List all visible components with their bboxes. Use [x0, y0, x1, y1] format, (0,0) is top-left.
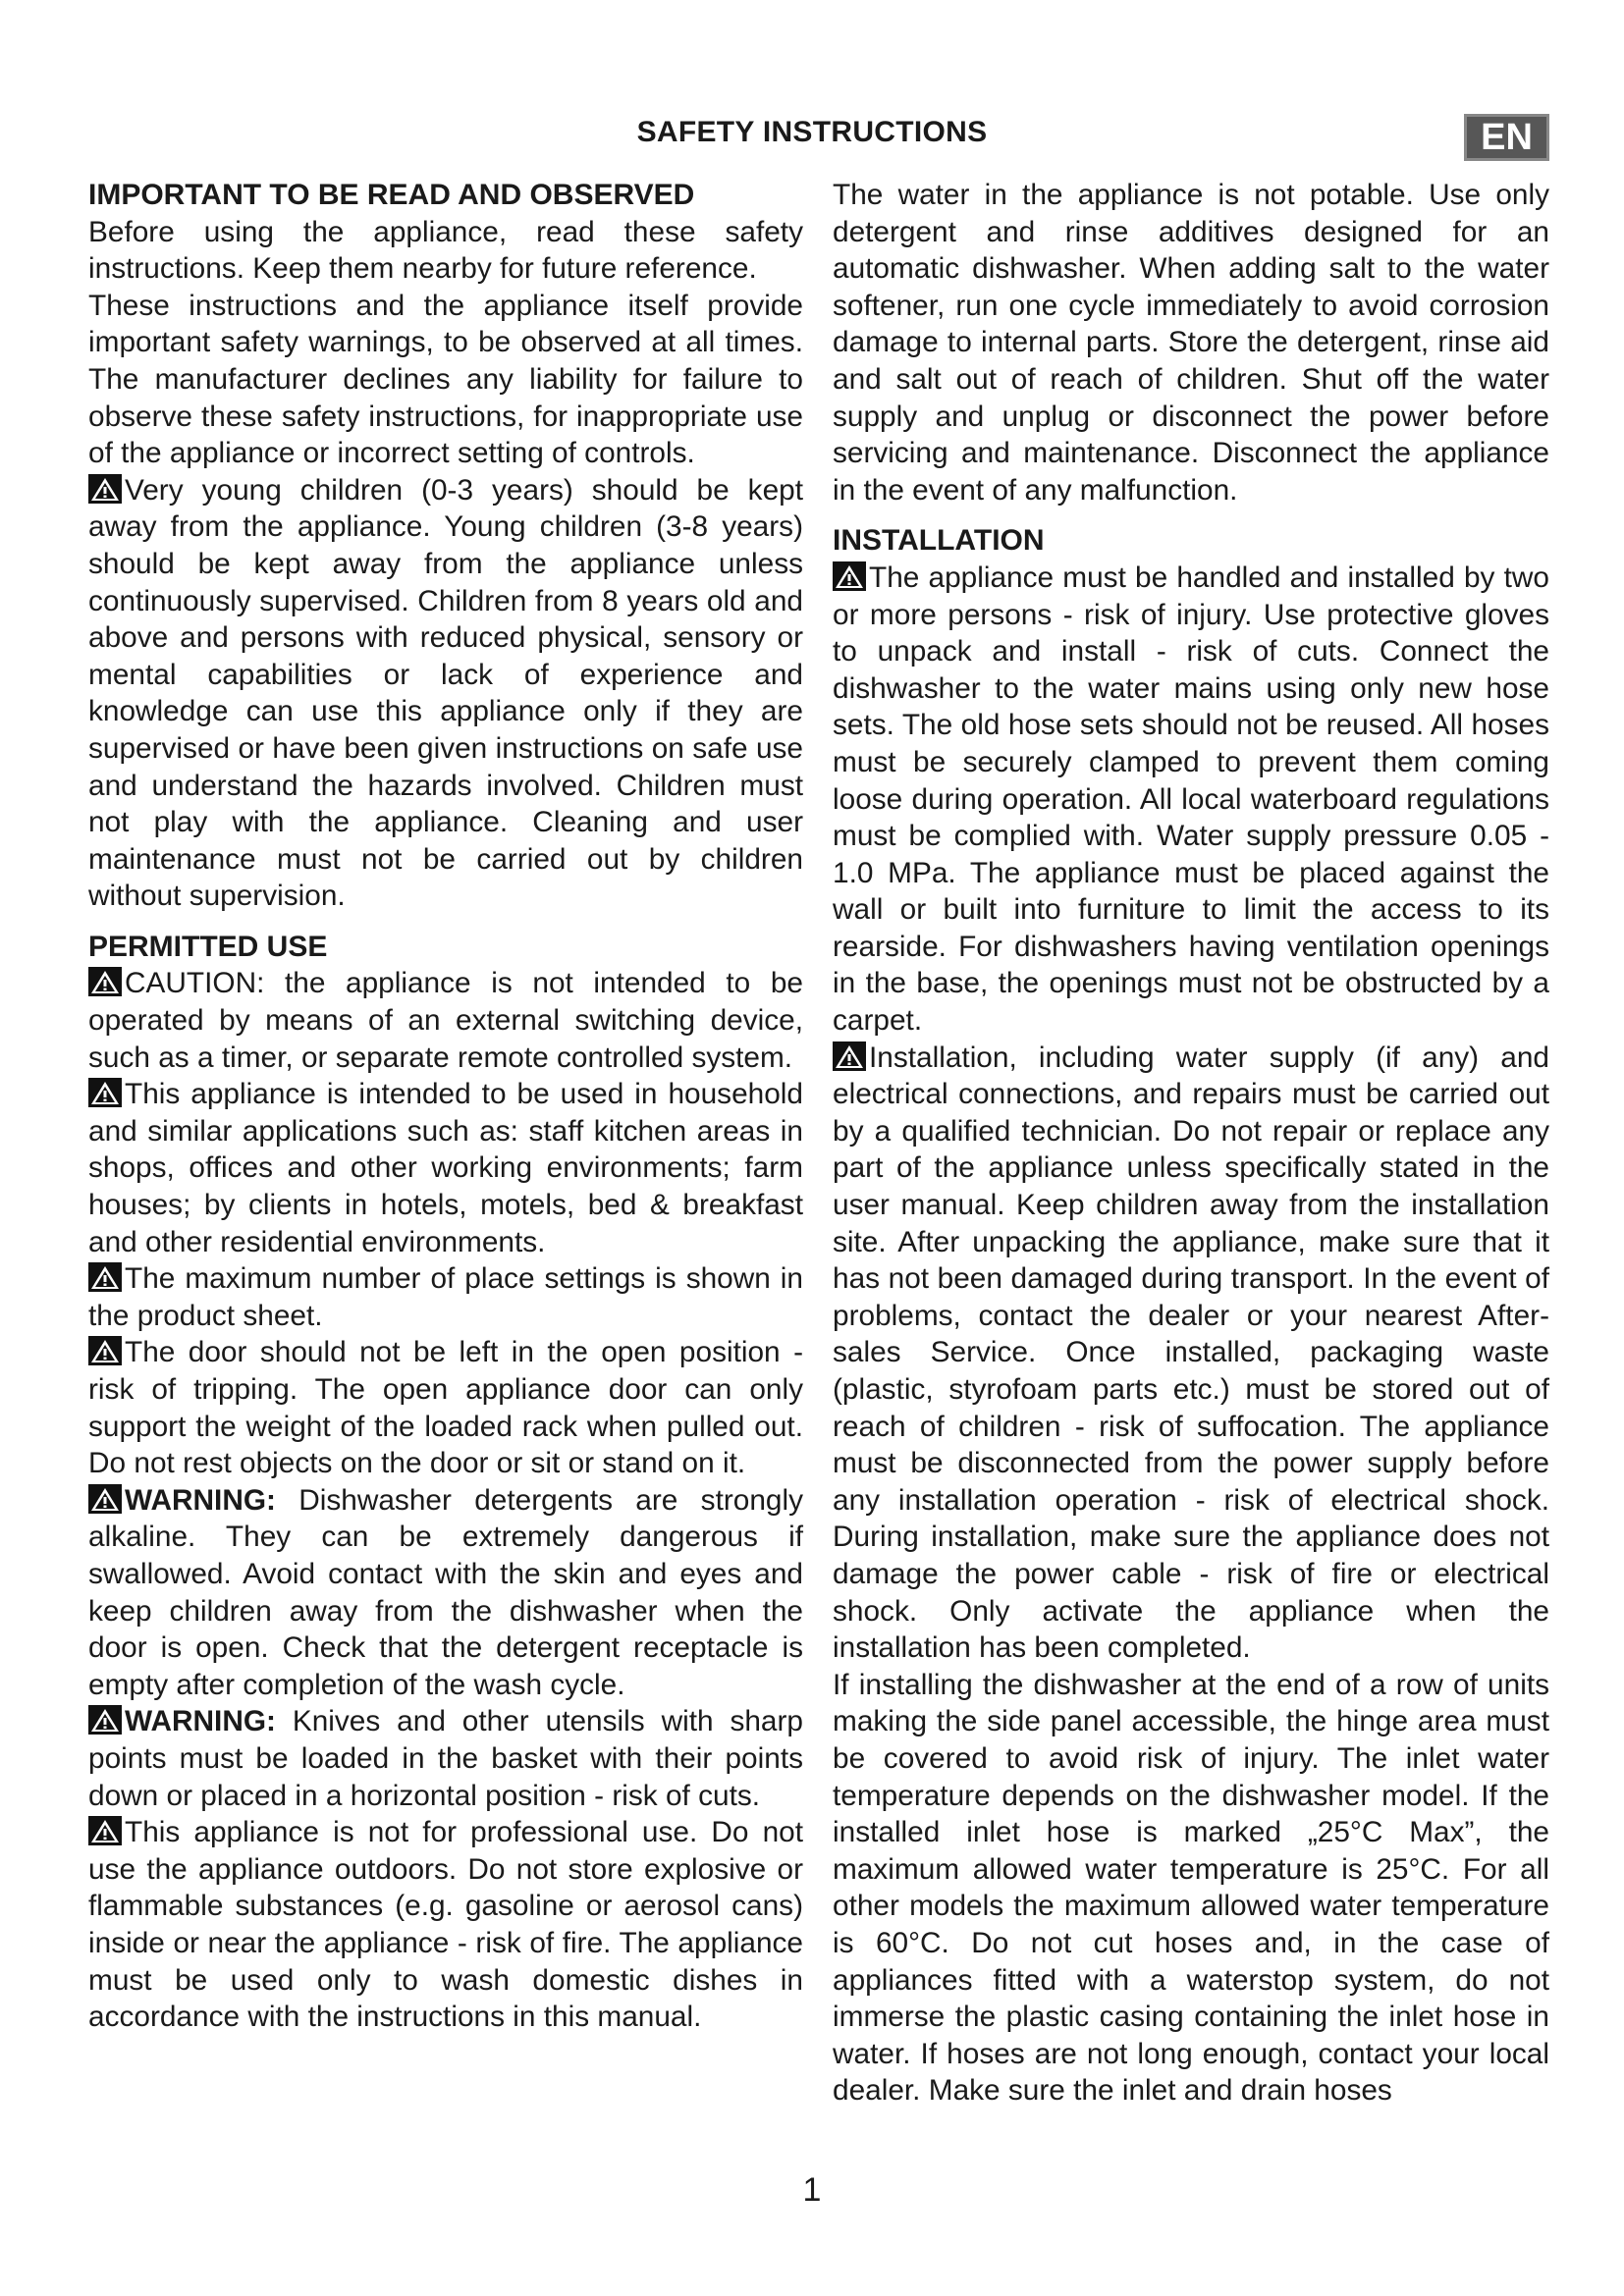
paragraph-knives [88, 1703, 803, 1814]
paragraph-professional-text: This appliance is not for professional use. Do not use the appliance outdoors. Do not store explosive or flammable substances (e.g. gasoline or aerosol cans) inside or near the appliance - risk of fire. The appliance must be used only to wash domestic dishes in accordance with the instructions in this manual. [88, 1816, 803, 2034]
language-badge: EN [1464, 114, 1549, 161]
page-number: 1 [802, 2171, 822, 2209]
paragraph-caution [88, 965, 803, 1076]
warning-icon [88, 1484, 122, 1514]
paragraph-caution-text: CAUTION: the appliance is not intended to be operated by means of an external switching device, such as a timer, or separate remote controlled system. [88, 967, 803, 1074]
paragraph-door-text: The door should not be left in the open position - risk of tripping. The open appliance door can only support the weight of the loaded rack when pulled out. Do not rest objects on the door or sit or stand on it. [88, 1336, 803, 1480]
warning-icon [88, 1816, 122, 1845]
paragraph-intro-2: These instructions and the appliance itself provide important safety warnings, to be observed at all times. The manufacturer declines any liability for failure to observe these safety instructions, for inappropriate use of the appliance or incorrect setting of controls. [88, 289, 803, 470]
paragraph-children [88, 472, 803, 915]
warning-icon [88, 474, 122, 504]
warning-icon [88, 1262, 122, 1292]
paragraph-technician-text: Installation, including water supply (if any) and electrical connections, and repairs must be carried out by a qualified technician. Do not repair or replace any part of the appliance unless specifically stated in the user manual. Keep children away from the installation site. After unpacking the appliance, make sure that it has not been damaged during transport. In the event of problems, contact the dealer or your nearest After-sales Service. Once installed, packaging waste (plastic, styrofoam parts etc.) must be stored out of reach of children - risk of suffocation. The appliance must be disconnected from the power supply before any installation operation - risk of electrical shock. During installation, make sure the appliance does not damage the power cable - risk of fire or electrical shock. Only activate the appliance when the installation has been completed. [833, 1041, 1549, 1665]
left-column [88, 177, 803, 2036]
paragraph-children-text: Very young children (0-3 years) should be kept away from the appliance. Young children (3-8 years) should be kept away from the appliance unless continuously supervised. Children from 8 years old and above and persons with reduced physical, sensory or mental capabilities or lack of experience and knowledge can use this appliance only if they are supervised or have been given instructions on safe use and understand the hazards involved. Children must not play with the appliance. Cleaning and user maintenance must not be carried out by children without supervision. [88, 473, 803, 913]
page-header [0, 114, 1624, 163]
warning-icon [833, 561, 866, 591]
warning-icon [88, 1078, 122, 1107]
warning-icon [833, 1041, 866, 1071]
warning-label: WARNING: [125, 1483, 276, 1517]
heading-important: IMPORTANT TO BE READ AND OBSERVED [88, 179, 695, 211]
paragraph-detergents-text: Dishwasher detergents are strongly alkaline. They can be extremely dangerous if swallowed. Avoid contact with the skin and eyes and keep children away from the dishwasher when the door is open. Check that the detergent receptacle is empty after completion of the wash cycle. [88, 1483, 803, 1701]
paragraph-professional [88, 1814, 803, 2036]
heading-permitted-use: PERMITTED USE [88, 930, 328, 963]
paragraph-household [88, 1076, 803, 1260]
warning-icon [88, 1705, 122, 1735]
paragraph-household-text: This appliance is intended to be used in household and similar applications such as: staff kitchen areas in shops, offices and other working environments; farm houses; by clients in hotels, motels, bed & breakfast and other residential environments. [88, 1078, 803, 1258]
right-column [833, 177, 1549, 2109]
paragraph-handling-text: The appliance must be handled and installed by two or more persons - risk of injury. Use protective gloves to unpack and install - risk of cuts. Connect the dishwasher to the water mains using only new hose sets. The old hose sets should not be reused. All hoses must be securely clamped to prevent them coming loose during operation. All local waterboard regulations must be complied with. Water supply pressure 0.05 - 1.0 MPa. The appliance must be placed against the wall or built into furniture to limit the access to its rearside. For dishwashers having ventilation openings in the base, the openings must not be obstructed by a carpet. [833, 561, 1549, 1038]
warning-label: WARNING: [125, 1705, 276, 1738]
paragraph-settings [88, 1260, 803, 1334]
paragraph-handling [833, 560, 1549, 1040]
paragraph-detergents [88, 1482, 803, 1704]
page-title: SAFETY INSTRUCTIONS [636, 116, 988, 148]
paragraph-water: The water in the appliance is not potable. Use only detergent and rinse additives designed for an automatic dishwasher. When adding salt to the water softener, run one cycle immediately to avoid corrosion damage to internal parts. Store the detergent, rinse aid and salt out of reach of children. Shut off the water supply and unplug or disconnect the power before servicing and maintenance. Disconnect the appliance in the event of any malfunction. [833, 179, 1549, 507]
warning-icon [88, 1336, 122, 1365]
heading-installation: INSTALLATION [833, 524, 1045, 558]
warning-icon [88, 967, 122, 996]
paragraph-end-row: If installing the dishwasher at the end of a row of units making the side panel accessible, the hinge area must be covered to avoid risk of injury. The inlet water temperature depends on the dishwasher model. If the installed inlet hose is marked „25°C Max”, the maximum allowed water temperature is 25°C. For all other models the maximum allowed water temperature is 60°C. Do not cut hoses and, in the case of appliances fitted with a waterstop system, do not immerse the plastic casing containing the inlet hose in water. If hoses are not long enough, contact your local dealer. Make sure the inlet and drain hoses [833, 1668, 1549, 2108]
paragraph-knives-text: Knives and other utensils with sharp points must be loaded in the basket with their points down or placed in a horizontal position - risk of cuts. [88, 1705, 803, 1812]
paragraph-intro-1: Before using the appliance, read these safety instructions. Keep them nearby for future reference. [88, 215, 803, 286]
paragraph-technician [833, 1040, 1549, 1667]
paragraph-door [88, 1334, 803, 1481]
paragraph-settings-text: The maximum number of place settings is shown in the product sheet. [88, 1262, 803, 1332]
